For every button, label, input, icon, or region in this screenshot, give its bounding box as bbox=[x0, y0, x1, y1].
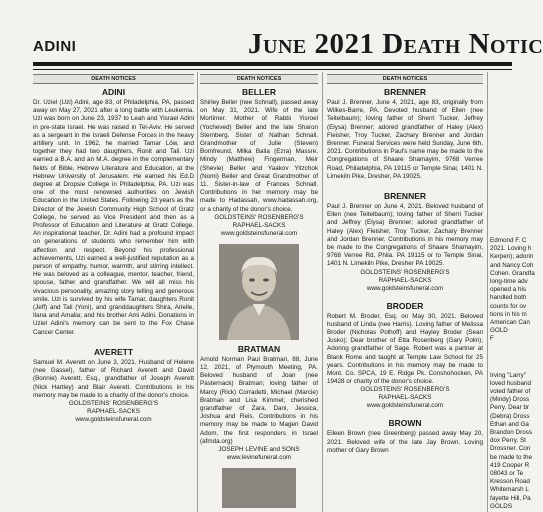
text-fragment: fayette Hill, Pa bbox=[490, 494, 531, 502]
text-fragment: Whitemarsh L bbox=[490, 486, 529, 494]
text-fragment: Ethan and Ga bbox=[490, 420, 529, 428]
obituary-text-brenner-2: Paul J. Brenner on June 4, 2021. Beloved husband of Ellen (nee Teitelbaum); loving father of Sherri Tucker and Jeffrey (Elysa) Brenner; adored grandfather of Haley (Alex) Fleisher, Troy Tucker, Zachary Brenner and Jordan Brenner. Contributions in his memory may be made to the Congregations of Shaare Shamayim, 9768 Verree Rd, Phila. PA 19115 or to Temple Sinai, 1401 N. Limekiln Pike, Dresher PA 19025. bbox=[327, 203, 483, 268]
funeral-home-line: RAPHAEL-SACKS bbox=[232, 221, 286, 229]
obituary-text-brenner: Paul J. Brenner, June 4, 2021, age 83, originally from Wilkes-Barre, PA. Devoted husband of Ellen (nee Teitelbaum); loving father of Sherri Tucker, Jeffrey (Elysa) Brenner; adored grandfather of Haley (Alex) Fleisher, Troy Tucker, Zachary Brenner and Jordan Brenner. Funeral Services were held Sunday, June 6th, 2021. Contributions in Paul's name may be made to the Congregations of Shaare Shamayim, 9768 Verree Road, Philadelphia, PA 19115 or Temple Sinai, 1401 N. Limekiln Pike, Dresher, PA 19025. bbox=[327, 99, 483, 180]
text-fragment: 419 Cooper R bbox=[490, 461, 530, 469]
text-fragment: long-time adv bbox=[490, 278, 528, 286]
text-fragment: F bbox=[490, 335, 494, 343]
column-4-partial bbox=[490, 237, 535, 512]
text-fragment: and Nancy Coh bbox=[490, 261, 534, 269]
obituary-name-adini: ADINI bbox=[101, 87, 126, 97]
text-fragment: GOLD bbox=[490, 327, 508, 335]
text-fragment: 2021. Loving h bbox=[490, 245, 532, 253]
text-fragment: American Can bbox=[490, 319, 530, 327]
funeral-home-website[interactable]: www.goldsteinsfuneral.com bbox=[75, 415, 152, 423]
funeral-home-line: RAPHAEL-SACKS bbox=[87, 407, 140, 415]
obituary-name-broder: BRODER bbox=[386, 300, 424, 311]
text-fragment: (Debra) Dross bbox=[490, 412, 530, 420]
column-3 bbox=[327, 72, 483, 512]
text-fragment: Brandon Dross bbox=[490, 429, 532, 437]
obituary-name-brown: BROWN bbox=[388, 418, 422, 429]
text-fragment: Kresson Road bbox=[490, 478, 530, 486]
column-divider bbox=[197, 72, 198, 512]
funeral-home-line: GOLDSTEINS' ROSENBERG'S bbox=[68, 399, 159, 407]
text-fragment: Edmond F. C bbox=[490, 237, 527, 244]
column-2 bbox=[200, 72, 318, 512]
funeral-home-beller bbox=[200, 214, 318, 238]
obituary-text-averett: Samuel M. Averett on June 3, 2021. Husband of Helene (nee Gassel), father of Richard Averett and David (Bonnie) Averett, Esq., grandfather of Joseph Averett (Nick Hartley) and Blair Averett. Contributions in his memory may be made to a charity of the donor's choice. bbox=[33, 358, 194, 399]
obituary-text-bratman: Arnold Norman Paul Bratman, 88, June 12, 2021, of Plymouth Meeting, PA. Beloved husband of Joan (nee Pasternack) Bratman; loving father of Marcy (Rick) Corradetti, Michael (Marcie) Bratman and Lisa Kimmel; cherished grandfather of Zara, Dani, Jessica, Joshua and Reis. Contributions in his memory may be made to Magen David Adom, the first responders in Israel (afmda.org) bbox=[200, 355, 318, 445]
funeral-home-averett bbox=[33, 400, 194, 424]
funeral-home-website[interactable]: www.goldsteinsfuneral.com bbox=[366, 402, 444, 410]
funeral-home-website[interactable]: www.goldsteinsfuneral.com bbox=[366, 284, 444, 292]
column-divider bbox=[487, 72, 488, 512]
funeral-home-line: JOSEPH LEVINE and SONS bbox=[218, 446, 300, 454]
obituary-text-broder: Robert M. Broder, Esq. on May 30, 2021. Beloved husband of Linda (nee Harris). Loving father of Melissa Broder (Nicholas Polhoff) and Hayley Broder (Sean Jusko); Dear brother of Etta Rosenberg (Gary Polin); Adoring grandfather of Sage. Robert was a partner at Blank Rome and taught at Temple Law School for 25 years. Contributions in his memory may be made to Mont. Co. SPCA, 19 E. Ridge Pk. Conshohocken, PA 19428 or charity of the donor's choice. bbox=[327, 312, 483, 386]
funeral-home-website[interactable]: www.levinefuneral.com bbox=[226, 454, 292, 462]
column-1 bbox=[33, 72, 194, 512]
funeral-home-line: GOLDSTEINS' ROSENBERG'S bbox=[214, 213, 304, 221]
text-fragment: tions in his m bbox=[490, 310, 527, 318]
header-rule-thin bbox=[33, 69, 512, 70]
text-fragment: be made to the bbox=[490, 453, 533, 461]
funeral-home-website[interactable]: www.goldsteinsfuneral.com bbox=[220, 229, 298, 237]
funeral-home-line: RAPHAEL-SACKS bbox=[378, 394, 432, 402]
text-fragment: voted father of bbox=[490, 388, 531, 396]
funeral-home-line: GOLDSTEINS' ROSENBERG'S bbox=[360, 386, 450, 394]
text-fragment: loved husband bbox=[490, 379, 531, 387]
text-fragment: handled both bbox=[490, 294, 527, 302]
funeral-home-bratman bbox=[200, 446, 318, 462]
obituary-text-brown: Eileen Brown (nee Greenberg) passed away May 20, 2021. Beloved wife of the late Jay Brown. Loving mother of Gary Brown bbox=[327, 430, 483, 454]
text-fragment: Irving "Larry" bbox=[490, 371, 526, 379]
funeral-home-line: RAPHAEL-SACKS bbox=[378, 276, 432, 284]
page-title: June 2021 Death Notic bbox=[248, 28, 543, 60]
obituary-name-brenner: BRENNER bbox=[383, 87, 427, 97]
text-fragment: 08043 or Te bbox=[490, 470, 524, 478]
obituary-name-averett: AVERETT bbox=[93, 346, 134, 357]
portrait-photo-partial bbox=[222, 468, 296, 508]
text-fragment: Kerpen); adorin bbox=[490, 253, 534, 261]
obituary-name-brenner-2: BRENNER bbox=[383, 191, 427, 202]
obituary-name-bratman: BRATMAN bbox=[237, 343, 281, 354]
portrait-photo-bratman bbox=[219, 244, 299, 340]
text-fragment: counts for ov bbox=[490, 302, 527, 310]
funeral-home-line: GOLDSTEINS' ROSENBERG'S bbox=[360, 268, 450, 276]
header-rule bbox=[33, 62, 512, 66]
obituary-name-beller: BELLER bbox=[242, 87, 276, 97]
text-fragment: opened a his bbox=[490, 286, 527, 294]
text-fragment: dox Perry. St bbox=[490, 437, 526, 445]
section-label: ADINI bbox=[33, 38, 77, 55]
death-notices-label: DEATH NOTICES bbox=[33, 74, 194, 84]
text-fragment: (Mindy) Dross bbox=[490, 396, 530, 404]
text-fragment: Drossner. Con bbox=[490, 445, 531, 453]
death-notices-label: DEATH NOTICES bbox=[200, 74, 318, 84]
death-notices-label: DEATH NOTICES bbox=[327, 74, 483, 84]
text-fragment: GOLDS bbox=[490, 502, 513, 510]
funeral-home-broder bbox=[327, 386, 483, 410]
column-divider bbox=[322, 72, 323, 512]
obituary-text-adini: Dr. Uziel (Uzi) Adini, age 83, of Philadelphia, PA, passed away on May 27, 2021 after a long battle with Leukemia. Uzi was born on June 23, 1937 to Leah and Yisrael Adini in pre-state Israel. He was raised in Tel-Aviv. He served as a sergeant in the Israeli Defense Forces in the heavy artillery unit. In 1962, he married Tamar Löw, and together they had two daughters, Ronit and Tali. Uzi earned a B.A. and an M.A. degree in the complementary fields of Bible, Hebrew Literature and Education, at the Hebrew University of Jerusalem. He earned his Ed.D degree at Dropsie College in Philadelphia, PA. Uzi was one of the most renowned authorities on Jewish Education in the United States. Following 23 years as the Director of the Jewish Community High School of Gratz College, he served as Vice President and then as a Professor of Education and Literature at Gratz College. An inspirational teacher, Dr. Adini had a profound impact on generations of students who remember him with affection and respect. Beyond his professional achievements, Uzi earned a well-justified reputation as a person of empathy, humor, warmth, and stirring intellect. He was beloved as a colleague, mentor, teacher, friend, spouse, father and grandfather. We will all miss his vivacious personality, amazing story telling and generous smile. Uzi is survived by his wife Tamar, daughters Ronit (Jeff) and Tali (Yoni), and granddaughters Shira, Arielle, Ilana and Amalia; and his brother Ami Adini. Donations in Uziel Adini's memory can be sent to the Fox Chase Cancer Center. bbox=[33, 99, 194, 336]
funeral-home-brenner bbox=[327, 269, 483, 293]
obituary-text-beller: Shirley Beller (nee Schnall), passed away on May 31, 2021. Wife of the late Mortimer. Mother of Rabbi Yisroel (Yocheved) Beller and the late Sharon Sternberg. Sister of Nathan Schnall. Grandmother of Julie (Steven) Bomfreund, Milka Baila (Ezra) Massre, Mindy (Matthew) Fingerman, Meir (Shevie) Beller and Yaakov Yitzchok (Nomi) Beller and Great Grandmother of 11. Sister-in-law of Frances Schnall. Contributions in her memory may be made to Hadassah, www.hadassah.org, or a charity of the donor's choice. bbox=[200, 99, 318, 213]
text-fragment: Cohen. Grandfa bbox=[490, 269, 535, 277]
text-fragment: Perry. Dear br bbox=[490, 404, 530, 412]
